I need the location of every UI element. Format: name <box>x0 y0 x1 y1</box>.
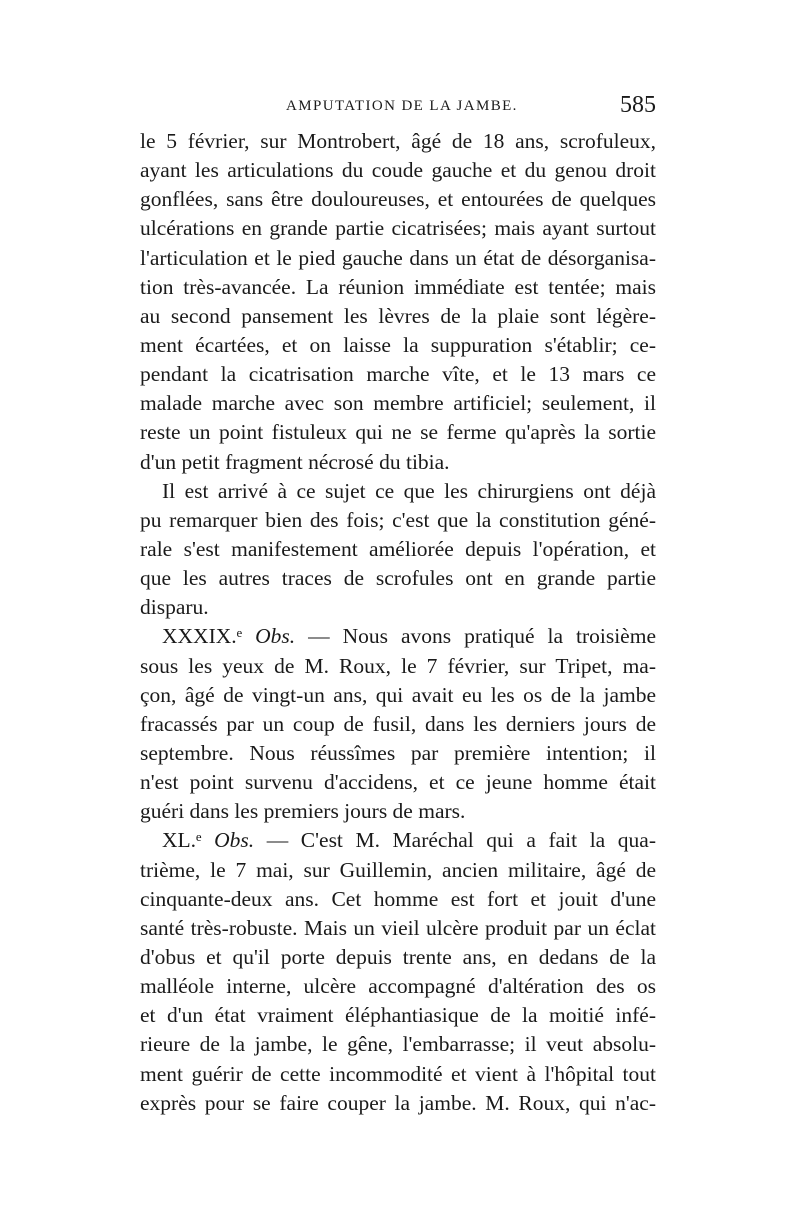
text-line: n'est point survenu d'accidens, et ce jeune homme était <box>140 770 656 795</box>
text-line: pu remarquer bien des fois; c'est que la constitution géné- <box>140 507 656 532</box>
text-line: exprès pour se faire couper la jambe. M. Roux, qui n'ac- <box>140 1090 656 1115</box>
observation-text: — Nous avons pratiqué la troisième <box>308 624 656 649</box>
running-title: AMPUTATION DE LA JAMBE. <box>286 98 518 114</box>
text-line: reste un point fistuleux qui ne se ferme qu'après la sortie <box>140 420 656 445</box>
text-line: septembre. Nous réussîmes par première intention; il <box>140 740 656 765</box>
text-line: fracassés par un coup de fusil, dans les derniers jours de <box>140 711 656 736</box>
text-line: cinquante-deux ans. Cet homme est fort et jouit d'une <box>140 886 656 911</box>
text-line: ayant les articulations du coude gauche et du genou droit <box>140 158 656 183</box>
text-line: malade marche avec son membre artificiel; seulement, il <box>140 391 656 416</box>
text-line: ulcérations en grande partie cicatrisées; mais ayant surtout <box>140 216 656 241</box>
observation-number: XXXIX.ᵉ <box>162 624 243 649</box>
observation-text: — C'est M. Maréchal qui a fait la qua- <box>266 828 656 853</box>
text-line: le 5 février, sur Montrobert, âgé de 18 ans, scrofuleux, <box>140 129 656 153</box>
text-line: çon, âgé de vingt-un ans, qui avait eu les os de la jambe <box>140 682 656 707</box>
paragraph-end-line: guéri dans les premiers jours de mars. <box>140 799 466 824</box>
paragraph-end-line: disparu. <box>140 595 209 620</box>
text-line: rale s'est manifestement améliorée depuis l'opération, et <box>140 536 656 561</box>
running-header <box>140 92 656 126</box>
paragraph-start-line: Il est arrivé à ce sujet ce que les chirurgiens ont déjà <box>162 478 656 503</box>
observation-heading-line <box>140 622 656 651</box>
text-line: santé très-robuste. Mais un vieil ulcère produit par un éclat <box>140 915 656 940</box>
text-line: au second pansement les lèvres de la plaie sont légère- <box>140 303 656 328</box>
text-line: d'obus et qu'il porte depuis trente ans, en dedans de la <box>140 944 656 969</box>
text-line: que les autres traces de scrofules ont en grande partie <box>140 566 656 591</box>
observation-abbr: Obs. <box>255 624 296 649</box>
text-line: gonflées, sans être douloureuses, et entourées de quelques <box>140 187 656 212</box>
text-line: malléole interne, ulcère accompagné d'altération des os <box>140 974 656 999</box>
text-line: tion très-avancée. La réunion immédiate est tentée; mais <box>140 274 656 299</box>
text-line: rieure de la jambe, le gêne, l'embarrasse; il veut absolu- <box>140 1032 656 1057</box>
paragraph-end-line: d'un petit fragment nécrosé du tibia. <box>140 449 450 474</box>
text-line: et d'un état vraiment éléphantiasique de la moitié infé- <box>140 1003 656 1028</box>
page-number: 585 <box>620 92 656 118</box>
text-line: pendant la cicatrisation marche vîte, et le 13 mars ce <box>140 362 656 387</box>
text-line: ment guérir de cette incommodité et vient à l'hôpital tout <box>140 1061 656 1086</box>
observation-abbr: Obs. <box>214 828 255 853</box>
text-line: l'articulation et le pied gauche dans un état de désorganisa- <box>140 245 656 270</box>
text-line: sous les yeux de M. Roux, le 7 février, sur Tripet, ma- <box>140 653 656 678</box>
text-line: trième, le 7 mai, sur Guillemin, ancien militaire, âgé de <box>140 857 656 882</box>
body-text <box>140 127 656 1118</box>
observation-heading-line <box>140 826 656 855</box>
observation-number: XL.ᵉ <box>162 828 202 853</box>
text-line: ment écartées, et on laisse la suppuration s'établir; ce- <box>140 332 656 357</box>
